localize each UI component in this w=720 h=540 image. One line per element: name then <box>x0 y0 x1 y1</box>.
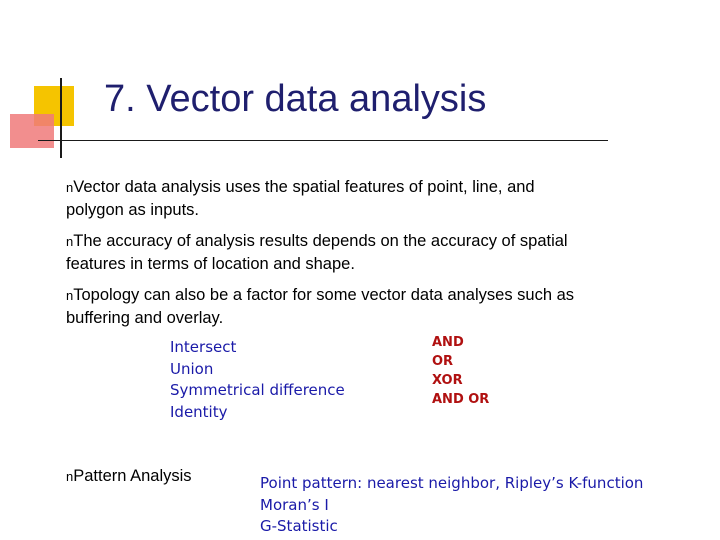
bullet-text: The accuracy of analysis results depends on the accuracy of spatial <box>73 232 568 250</box>
bullet-marker: n <box>66 234 74 249</box>
decorative-red-square <box>10 114 54 148</box>
decorative-vertical-line <box>60 78 62 158</box>
bullet-marker: n <box>66 288 74 303</box>
bullet-item <box>66 284 666 329</box>
list-item: G-Statistic <box>260 517 338 535</box>
bullet-text: features in terms of location and shape. <box>66 255 355 273</box>
bullet-text: buffering and overlay. <box>66 309 224 327</box>
bullet-item <box>66 176 666 221</box>
bullet-marker: n <box>66 469 74 484</box>
bullet-item <box>66 465 246 488</box>
bullet-marker: n <box>66 180 74 195</box>
title-underline <box>38 140 608 141</box>
bullet-text: polygon as inputs. <box>66 201 200 219</box>
list-item: Identity <box>170 402 228 421</box>
list-item: Moran’s I <box>260 495 329 514</box>
list-item: AND <box>432 335 464 350</box>
bullet-item <box>66 230 666 275</box>
list-item: Point pattern: nearest neighbor, Ripley’s K-function <box>260 474 644 492</box>
list-item: Intersect <box>170 338 237 356</box>
slide-title: 7. Vector data analysis <box>104 78 487 120</box>
list-item: Union <box>170 359 214 378</box>
list-item: AND OR <box>432 392 490 407</box>
pattern-methods-list <box>260 473 643 538</box>
list-item: Symmetrical difference <box>170 381 345 399</box>
list-item: XOR <box>432 373 463 388</box>
bullet-text: Topology can also be a factor for some vector data analyses such as <box>73 286 575 304</box>
overlay-operations-list <box>170 337 345 423</box>
list-item: OR <box>432 354 454 369</box>
bullet-text: Vector data analysis uses the spatial features of point, line, and <box>73 178 535 196</box>
bullet-text: Pattern Analysis <box>73 467 192 485</box>
boolean-operators-list <box>432 333 489 409</box>
